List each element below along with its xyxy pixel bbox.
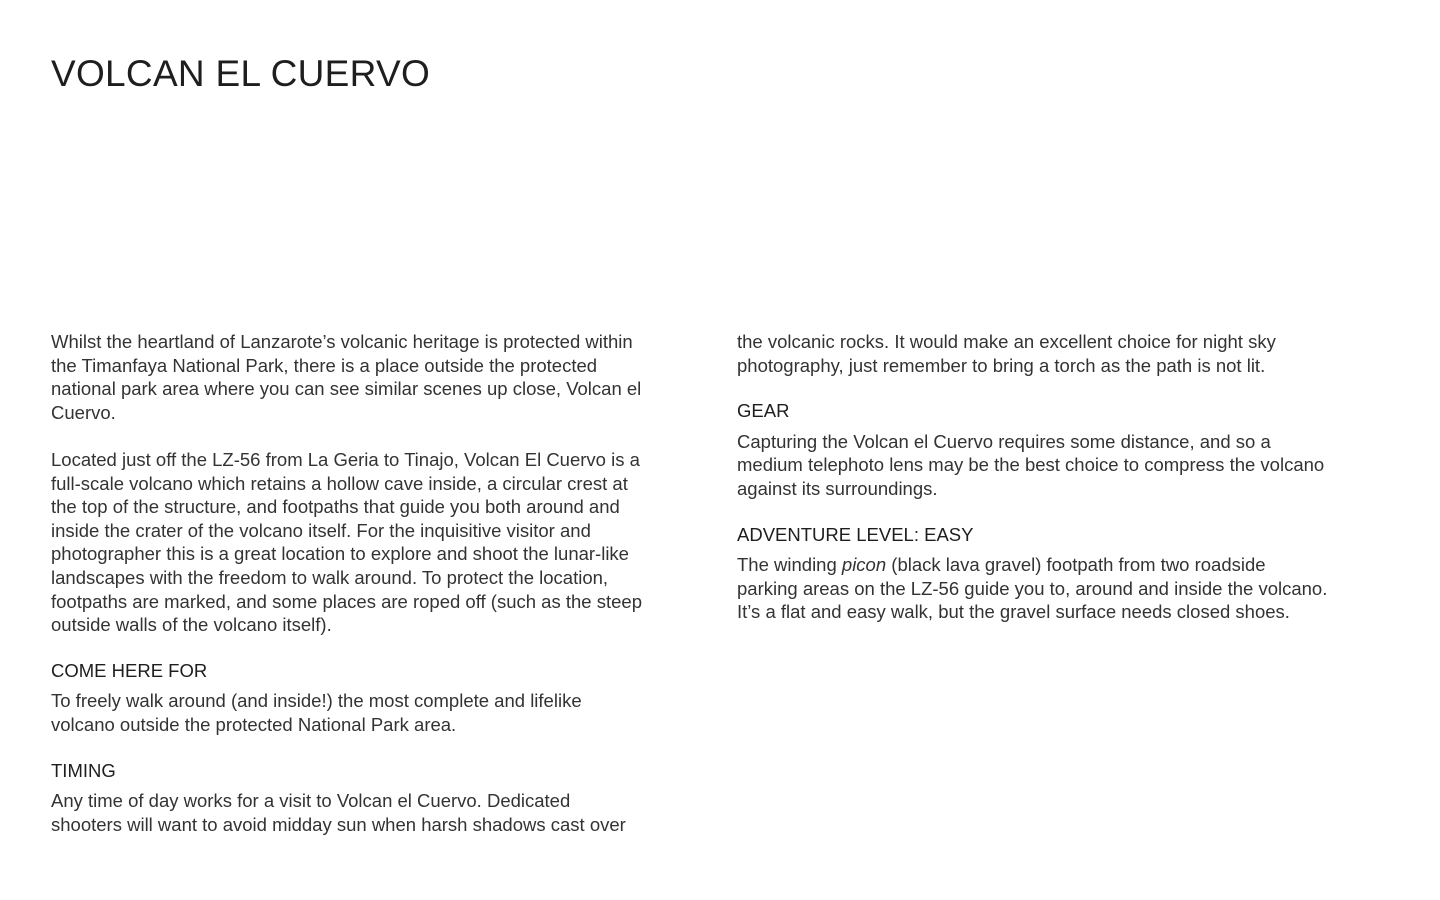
come-here-for-text: To freely walk around (and inside!) the most complete and lifelike volcano outside the protected National Park area.	[51, 690, 582, 735]
timing-heading: TIMING	[51, 759, 116, 781]
adventure-level-text	[737, 553, 1405, 624]
page-title: VOLCAN EL CUERVO	[51, 53, 431, 94]
come-here-for-heading: COME HERE FOR	[51, 659, 208, 681]
intro-paragraph-1: Whilst the heartland of Lanzarote’s volcanic heritage is protected within the Timanfaya National Park, there is a place outside the protected national park area where you can see similar scenes up close, Volcan el Cuervo.	[51, 331, 642, 423]
gear-text: Capturing the Volcan el Cuervo requires some distance, and so a medium telephoto lens may be the best choice to compress the volcano against its surroundings.	[737, 430, 1325, 499]
adventure-level-heading: ADVENTURE LEVEL: EASY	[737, 523, 974, 545]
left-column	[51, 330, 717, 836]
picon-term: picon	[841, 554, 887, 576]
adventure-text-end: (black lava gravel) footpath from two roadside parking areas on the LZ-56 guide you to, around and inside the volcano. It’s a flat and easy walk, but the gravel surface needs closed shoes.	[737, 554, 1328, 623]
timing-text-continued: the volcanic rocks. It would make an excellent choice for night sky photography, just remember to bring a torch as the path is not lit.	[737, 331, 1276, 376]
timing-text: Any time of day works for a visit to Volcan el Cuervo. Dedicated shooters will want to avoid midday sun when harsh shadows cast over	[51, 790, 626, 835]
right-column	[737, 330, 1405, 624]
intro-paragraph-2: Located just off the LZ-56 from La Geria to Tinajo, Volcan El Cuervo is a full-scale volcano which retains a hollow cave inside, a circular crest at the top of the structure, and footpaths that guide you both around and inside the crater of the volcano itself. For the inquisitive visitor and photographer this is a great location to explore and shoot the lunar-like landscapes with the freedom to walk around. To protect the location, footpaths are marked, and some places are roped off (such as the steep outside walls of the volcano itself).	[51, 448, 642, 636]
gear-heading: GEAR	[737, 400, 790, 422]
adventure-text-start: The winding	[737, 554, 842, 576]
